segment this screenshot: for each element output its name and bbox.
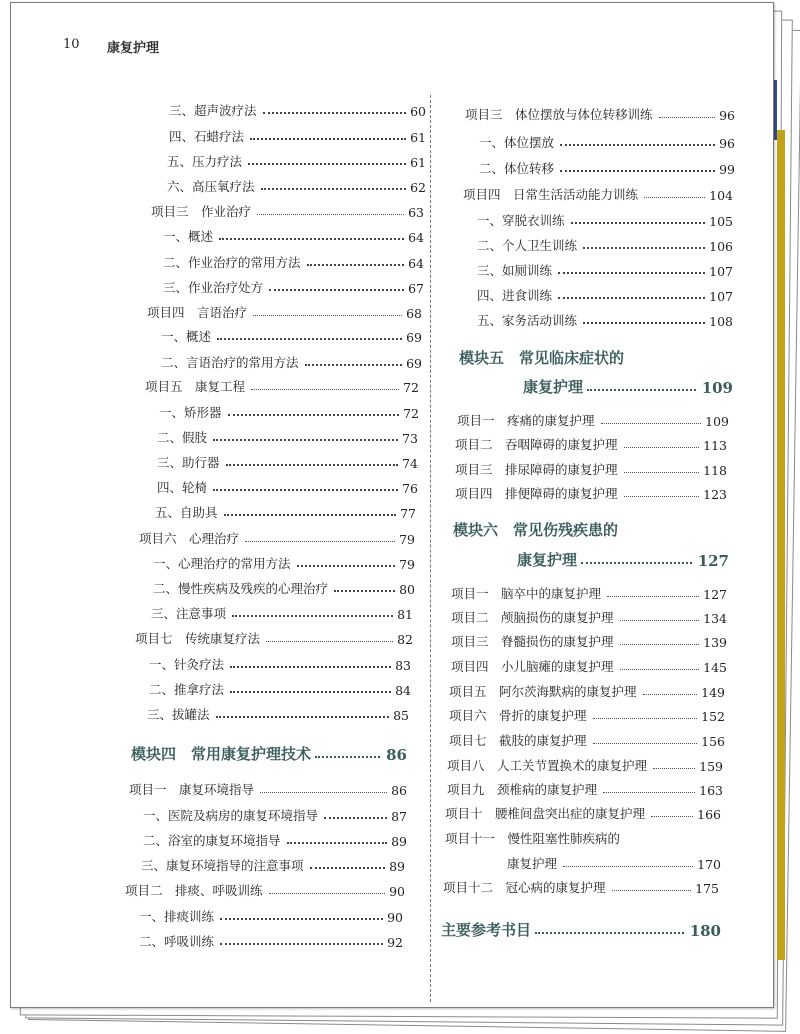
toc-entry[interactable]: 三、拔罐法 85 [147, 707, 409, 723]
toc-entry[interactable]: 二、假肢 73 [157, 430, 418, 446]
toc-entry[interactable]: 三、助行器 74 [157, 455, 418, 471]
page-number: 10 [63, 37, 80, 52]
toc-entry[interactable]: 四、轮椅 76 [157, 480, 418, 496]
toc-entry[interactable]: 项目十二 冠心病的康复护理 175 [443, 880, 719, 896]
toc-entry[interactable]: 项目五 康复工程 72 [145, 379, 419, 395]
toc-entry[interactable]: 项目四 小儿脑瘫的康复护理 145 [451, 659, 727, 675]
running-title: 康复护理 [107, 41, 160, 56]
toc-entry[interactable]: 二、推拿疗法 84 [149, 682, 411, 698]
toc-entry[interactable]: 项目一 脑卒中的康复护理 127 [451, 586, 727, 602]
toc-entry[interactable]: 项目四 言语治疗 68 [147, 305, 422, 321]
toc-entry[interactable]: 二、慢性疾病及残疾的心理治疗 80 [153, 581, 415, 597]
toc-entry[interactable]: 项目三 体位摆放与体位转移训练 96 [465, 107, 735, 123]
toc-entry[interactable]: 三、注意事项 81 [151, 606, 413, 622]
toc-entry[interactable]: 一、排痰训练 90 [139, 909, 403, 925]
module-heading: 模块五 常见临床症状的 [459, 349, 625, 367]
module-heading-cont[interactable]: 康复护理 109 [523, 378, 733, 397]
toc-entry[interactable]: 项目六 心理治疗 79 [139, 531, 415, 547]
toc-entry[interactable]: 项目一 康复环境指导 86 [129, 782, 407, 798]
toc-entry[interactable]: 项目一 疼痛的康复护理 109 [457, 413, 729, 429]
toc-entry[interactable]: 五、压力疗法 61 [167, 154, 426, 170]
toc-entry[interactable]: 一、医院及病房的康复环境指导 87 [143, 808, 407, 824]
toc-entry[interactable]: 项目二 排痰、呼吸训练 90 [125, 883, 405, 899]
toc-entry[interactable]: 项目六 骨折的康复护理 152 [449, 708, 725, 724]
toc-entry[interactable]: 项目三 作业治疗 63 [151, 204, 424, 220]
toc-entry-cont[interactable]: 康复护理 170 [507, 856, 721, 872]
toc-entry[interactable]: 一、概述 69 [161, 329, 422, 345]
references-heading[interactable]: 主要参考书目 180 [441, 921, 721, 940]
toc-entry[interactable]: 三、超声波疗法 60 [169, 103, 426, 119]
toc-entry[interactable]: 三、作业治疗处方 67 [163, 280, 424, 296]
module-heading: 模块六 常见伤残疾患的 [453, 521, 619, 539]
toc-entry[interactable]: 项目三 排尿障碍的康复护理 118 [455, 462, 727, 478]
toc-entry[interactable]: 六、高压氧疗法 62 [167, 179, 426, 195]
toc-entry[interactable]: 一、体位摆放 96 [479, 135, 735, 151]
toc-entry[interactable]: 二、言语治疗的常用方法 69 [161, 355, 422, 371]
toc-entry[interactable]: 二、作业治疗的常用方法 64 [163, 255, 424, 271]
toc-entry[interactable]: 一、矫形器 72 [159, 405, 419, 421]
toc-entry[interactable]: 项目二 吞咽障碍的康复护理 113 [455, 437, 727, 453]
toc-entry[interactable]: 项目十一 慢性阻塞性肺疾病的 [445, 831, 621, 846]
toc-entry[interactable]: 二、浴室的康复环境指导 89 [143, 833, 407, 849]
toc-entry[interactable]: 三、康复环境指导的注意事项 89 [141, 858, 405, 874]
column-divider [430, 95, 432, 1002]
toc-entry[interactable]: 项目二 颅脑损伤的康复护理 134 [451, 610, 727, 626]
toc-entry[interactable]: 项目八 人工关节置换术的康复护理 159 [447, 758, 723, 774]
toc-entry[interactable]: 项目三 脊髓损伤的康复护理 139 [451, 634, 727, 650]
toc-entry[interactable]: 项目五 阿尔茨海默病的康复护理 149 [449, 684, 725, 700]
toc-entry[interactable]: 项目十 腰椎间盘突出症的康复护理 166 [445, 806, 721, 822]
toc-entry[interactable]: 四、进食训练 107 [477, 288, 733, 304]
toc-entry[interactable]: 一、概述 64 [163, 229, 424, 245]
toc-entry[interactable]: 五、家务活动训练 108 [477, 313, 733, 329]
toc-entry[interactable]: 项目四 排便障碍的康复护理 123 [455, 486, 727, 502]
toc-entry[interactable]: 一、心理治疗的常用方法 79 [153, 556, 415, 572]
toc-entry[interactable]: 五、自助具 77 [155, 505, 416, 521]
toc-entry[interactable]: 项目七 截肢的康复护理 156 [449, 733, 725, 749]
toc-entry[interactable]: 二、体位转移 99 [479, 161, 735, 177]
toc-entry[interactable]: 二、个人卫生训练 106 [477, 238, 733, 254]
toc-entry[interactable]: 项目四 日常生活活动能力训练 104 [463, 187, 733, 203]
toc-entry[interactable]: 四、石蜡疗法 61 [169, 129, 426, 145]
module-heading[interactable]: 模块四 常用康复护理技术 86 [131, 745, 407, 764]
toc-entry[interactable]: 一、针灸疗法 83 [149, 657, 411, 673]
toc-entry[interactable]: 项目七 传统康复疗法 82 [135, 631, 413, 647]
toc-entry[interactable]: 三、如厕训练 107 [477, 263, 733, 279]
toc-page [10, 2, 774, 1008]
cover-edge-right [777, 130, 785, 960]
module-heading-cont[interactable]: 康复护理 127 [517, 551, 729, 570]
toc-entry[interactable]: 项目九 颈椎病的康复护理 163 [447, 782, 723, 798]
toc-entry[interactable]: 二、呼吸训练 92 [139, 934, 403, 950]
toc-entry[interactable]: 一、穿脱衣训练 105 [477, 213, 733, 229]
